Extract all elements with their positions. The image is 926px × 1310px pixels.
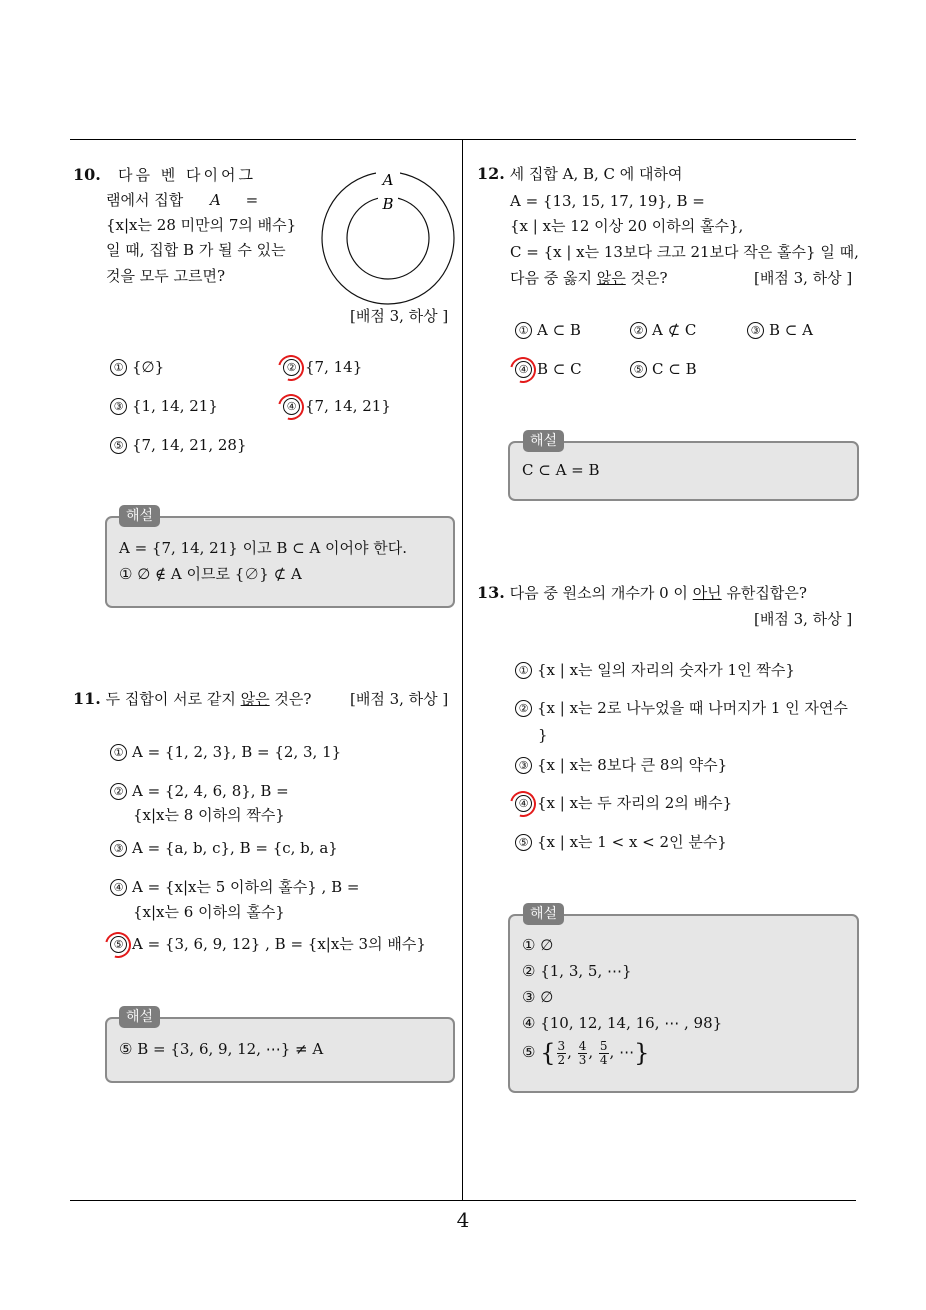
points-label: [배점 3, 하상 ] — [754, 610, 853, 628]
choice-marker: ⑤ — [110, 936, 127, 953]
bottom-rule — [70, 1200, 856, 1201]
question-stem-line: 다음 중 옳지 않은 것은? — [510, 269, 668, 287]
choice-1[interactable]: ① A = {1, 2, 3}, B = {2, 3, 1} — [110, 742, 341, 762]
choice-marker: ③ — [110, 840, 127, 857]
answer-mark — [100, 927, 136, 963]
solution-box — [508, 914, 859, 1093]
question-stem-line: 12. 세 집합 A, B, C 에 대하여 — [477, 164, 683, 183]
choice-marker: ① — [515, 322, 532, 339]
choice-marker: ④ — [110, 879, 127, 896]
choice-3[interactable]: ③ B ⊂ A — [747, 320, 813, 340]
solution-tag: 해설 — [119, 505, 160, 527]
solution-line: ⑤ B = {3, 6, 9, 12, ⋯} ≠ A — [119, 1040, 324, 1058]
choice-marker: ① — [110, 359, 127, 376]
choice-2[interactable]: ② A ⊄ C — [630, 320, 696, 340]
choice-marker: ④ — [283, 398, 300, 415]
question-number: 11. — [73, 689, 101, 708]
question-number: 12. — [477, 164, 505, 183]
venn-set-a — [322, 172, 454, 304]
choice-marker: ③ — [515, 757, 532, 774]
choice-2-cont: } — [538, 726, 548, 744]
question-stem-line: 일 때, 집합 B 가 될 수 있는 — [106, 241, 286, 259]
solution-line: ⑤ { $\frac{3}{2}$ , $\frac{4}{3}$ , $\frac{5}{4}$ , ⋯} — [522, 1038, 650, 1067]
question-number: 13. — [477, 583, 505, 602]
choice-5[interactable]: ⑤ {x | x는 1 < x < 2인 분수} — [515, 832, 727, 852]
solution-tag: 해설 — [523, 430, 564, 452]
answer-mark — [505, 352, 541, 388]
choice-5[interactable]: ⑤ A = {3, 6, 9, 12} , B = {x|x는 3의 배수} — [110, 934, 426, 954]
choice-1[interactable]: ① {x | x는 일의 자리의 숫자가 1인 짝수} — [515, 660, 795, 680]
question-number: 10. — [73, 165, 101, 184]
points-label: [배점 3, 하상 ] — [350, 307, 449, 325]
choice-1[interactable]: ① A ⊂ B — [515, 320, 581, 340]
solution-tag: 해설 — [119, 1006, 160, 1028]
choice-4[interactable]: ④ A = {x|x는 5 이하의 홀수} , B = — [110, 877, 359, 897]
choice-marker: ⑤ — [515, 834, 532, 851]
solution-line: ④ {10, 12, 14, 16, ⋯ , 98} — [522, 1014, 723, 1032]
choice-4-cont: {x|x는 6 이하의 홀수} — [133, 903, 285, 921]
choice-4[interactable]: ④ {x | x는 두 자리의 2의 배수} — [515, 793, 732, 813]
fraction: $\frac{3}{2}$ — [557, 1038, 566, 1067]
answer-mark — [505, 786, 541, 822]
solution-line: ③ ∅ — [522, 988, 554, 1006]
choice-marker: ② — [110, 783, 127, 800]
question-stem-line: C = {x | x는 13보다 크고 21보다 작은 홀수} 일 때, — [510, 243, 859, 261]
venn-label-b: B — [382, 195, 394, 213]
solution-line: C ⊂ A = B — [522, 461, 600, 479]
choice-marker: ② — [283, 359, 300, 376]
choice-2[interactable]: ② {x | x는 2로 나누었을 때 나머지가 1 인 자연수 — [515, 698, 848, 718]
fraction: $\frac{5}{4}$ — [599, 1038, 608, 1067]
solution-line: ① ∅ ∉ A 이므로 {∅} ⊄ A — [119, 565, 302, 583]
answer-mark — [273, 389, 309, 425]
fraction: $\frac{4}{3}$ — [578, 1038, 587, 1067]
choice-marker: ④ — [515, 795, 532, 812]
solution-tag: 해설 — [523, 903, 564, 925]
question-stem-line: 램에서 집합 A = — [106, 191, 259, 209]
choice-marker: ① — [110, 744, 127, 761]
question-stem-line: 것을 모두 고르면? — [106, 267, 226, 285]
question-stem: 11. 두 집합이 서로 같지 않은 것은? — [73, 689, 312, 708]
choice-marker: ③ — [747, 322, 764, 339]
choice-2[interactable]: ② {7, 14} — [283, 357, 362, 377]
choice-marker: ④ — [515, 361, 532, 378]
choice-marker: ③ — [110, 398, 127, 415]
solution-box — [105, 516, 455, 608]
choice-4[interactable]: ④ {7, 14, 21} — [283, 396, 391, 416]
points-label: [배점 3, 하상 ] — [754, 269, 853, 287]
choice-3[interactable]: ③ {1, 14, 21} — [110, 396, 218, 416]
solution-line: ① ∅ — [522, 936, 554, 954]
top-rule — [70, 139, 856, 140]
column-divider — [462, 139, 463, 1200]
choice-marker: ① — [515, 662, 532, 679]
choice-marker: ② — [515, 700, 532, 717]
page-number: 4 — [456, 1208, 470, 1232]
choice-2-cont: {x|x는 8 이하의 짝수} — [133, 806, 285, 824]
points-label: [배점 3, 하상 ] — [350, 690, 449, 708]
choice-5[interactable]: ⑤ {7, 14, 21, 28} — [110, 435, 247, 455]
solution-line: ② {1, 3, 5, ⋯} — [522, 962, 632, 980]
venn-diagram — [320, 170, 460, 310]
question-stem-line: A = {13, 15, 17, 19}, B = — [510, 192, 705, 210]
choice-4[interactable]: ④ B ⊂ C — [515, 359, 582, 379]
question-stem-line: {x|x는 28 미만의 7의 배수} — [106, 216, 297, 234]
answer-mark — [273, 350, 309, 386]
choice-marker: ⑤ — [110, 437, 127, 454]
solution-line: A = {7, 14, 21} 이고 B ⊂ A 이어야 한다. — [119, 539, 408, 557]
question-stem-line: {x | x는 12 이상 20 이하의 홀수}, — [510, 217, 744, 235]
choice-3[interactable]: ③ {x | x는 8보다 큰 8의 약수} — [515, 755, 727, 775]
choice-5[interactable]: ⑤ C ⊂ B — [630, 359, 697, 379]
choice-2[interactable]: ② A = {2, 4, 6, 8}, B = — [110, 781, 289, 801]
venn-label-a: A — [382, 171, 394, 189]
choice-marker: ② — [630, 322, 647, 339]
choice-3[interactable]: ③ A = {a, b, c}, B = {c, b, a} — [110, 838, 338, 858]
choice-marker: ⑤ — [630, 361, 647, 378]
question-stem: 13. 다음 중 원소의 개수가 0 이 아닌 유한집합은? — [477, 583, 807, 602]
choice-1[interactable]: ① {∅} — [110, 357, 164, 377]
question-stem-line: 다음 벤 다이어그 — [118, 166, 256, 184]
